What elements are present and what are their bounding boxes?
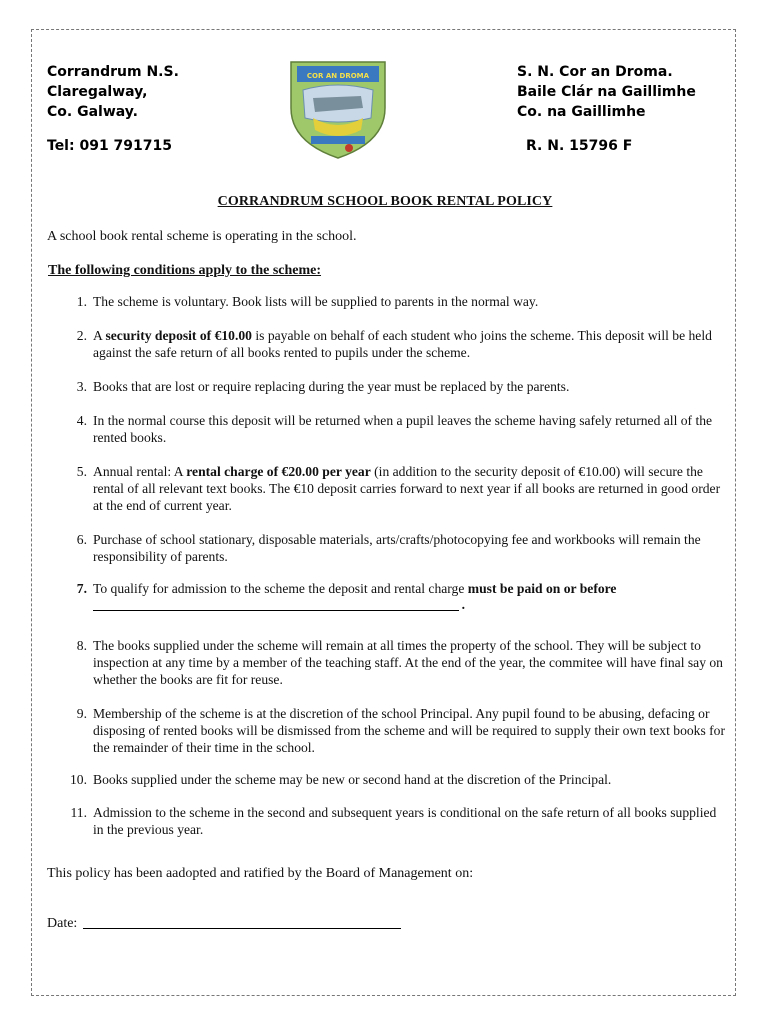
condition-number: 6. [76, 532, 87, 547]
text-run: Purchase of school stationary, disposable materials, arts/crafts/photocopying fee and workbooks will remain the responsibility of parents. [93, 532, 701, 564]
school-address-english [47, 62, 179, 156]
condition-text [93, 531, 727, 565]
telephone: Tel: 091 791715 [47, 138, 173, 154]
condition-text [93, 580, 727, 611]
text-run: Books supplied under the scheme may be new or second hand at the discretion of the Principal. [93, 772, 612, 787]
text-run: A [93, 328, 106, 343]
document-title: CORRANDRUM SCHOOL BOOK RENTAL POLICY [217, 194, 553, 209]
condition-text [93, 327, 727, 361]
emphasized-text: must be paid on or before [467, 581, 617, 596]
condition-text [93, 705, 727, 756]
text-run: Books that are lost or require replacing during the year must be replaced by the parents. [93, 379, 570, 394]
address-line: Corrandrum N.S. [47, 64, 179, 80]
text-run: The scheme is voluntary. Book lists will be supplied to parents in the normal way. [93, 294, 539, 309]
conditions-heading: The following conditions apply to the scheme: [48, 263, 322, 278]
condition-number: 10. [70, 772, 87, 787]
emphasized-text: security deposit of €10.00 [105, 328, 252, 343]
ratification-statement: This policy has been aadopted and ratified by the Board of Management on: [47, 866, 474, 881]
school-address-irish [517, 62, 696, 156]
condition-text [93, 804, 727, 838]
condition-text [93, 637, 727, 688]
address-line: S. N. Cor an Droma. [517, 64, 673, 80]
text-run: is payable on behalf of each student who joins the scheme. This deposit will be held against the safe return of all books rented to pupils under the scheme. [93, 328, 712, 360]
condition-text [93, 378, 727, 395]
condition-number: 4. [76, 413, 87, 428]
condition-number: 5. [76, 464, 87, 479]
text-run: Membership of the scheme is at the discretion of the school Principal. Any pupil found to be abusing, defacing or disposing of rented books will be dismissed from the scheme and will be required to supply their own text books for the remainder of their time in the school. [93, 706, 726, 755]
condition-number: 3. [76, 379, 87, 394]
address-line: Co. na Gaillimhe [517, 104, 646, 120]
address-line: Claregalway, [47, 84, 148, 100]
payment-date-blank-line [93, 597, 459, 611]
svg-text:COR AN DROMA: COR AN DROMA [306, 72, 370, 80]
address-line: Co. Galway. [47, 104, 138, 120]
date-signature-line [83, 916, 401, 929]
intro-paragraph: A school book rental scheme is operating in the school. [47, 229, 357, 244]
text-run: (in addition to the security deposit of €10.00) will secure the rental of all relevant text books. The €10 deposit carries forward to next year if all books are returned in good order at the end of current year. [93, 464, 721, 513]
address-line: Baile Clár na Gaillimhe [517, 84, 696, 100]
condition-number: 2. [76, 328, 87, 343]
text-run: The books supplied under the scheme will remain at all times the property of the school. They will be subject to inspection at any time by a member of the teaching staff. At the end of the year, the commitee will have final say on whether the books are fit for reuse. [93, 638, 723, 687]
roll-number: R. N. 15796 F [526, 138, 633, 154]
condition-number: 8. [76, 638, 87, 653]
condition-number: 1. [76, 294, 87, 309]
condition-text [93, 293, 727, 310]
condition-number: 11. [70, 805, 87, 820]
condition-text [93, 412, 727, 446]
text-run: Admission to the scheme in the second and subsequent years is conditional on the safe return of all books supplied in the previous year. [93, 805, 717, 837]
text-run: In the normal course this deposit will be returned when a pupil leaves the scheme having safely returned all of the rented books. [93, 413, 713, 445]
date-field [47, 915, 401, 932]
school-crest-logo [283, 56, 393, 162]
condition-number: 9. [76, 706, 87, 721]
emphasized-text: rental charge of €20.00 per year [186, 464, 371, 479]
condition-text [93, 771, 727, 788]
text-run: Annual rental: A [93, 464, 187, 479]
condition-text [93, 463, 727, 514]
condition-number: 7. [76, 581, 87, 596]
date-label: Date: [47, 916, 78, 931]
text-run: To qualify for admission to the scheme the deposit and rental charge [93, 581, 468, 596]
